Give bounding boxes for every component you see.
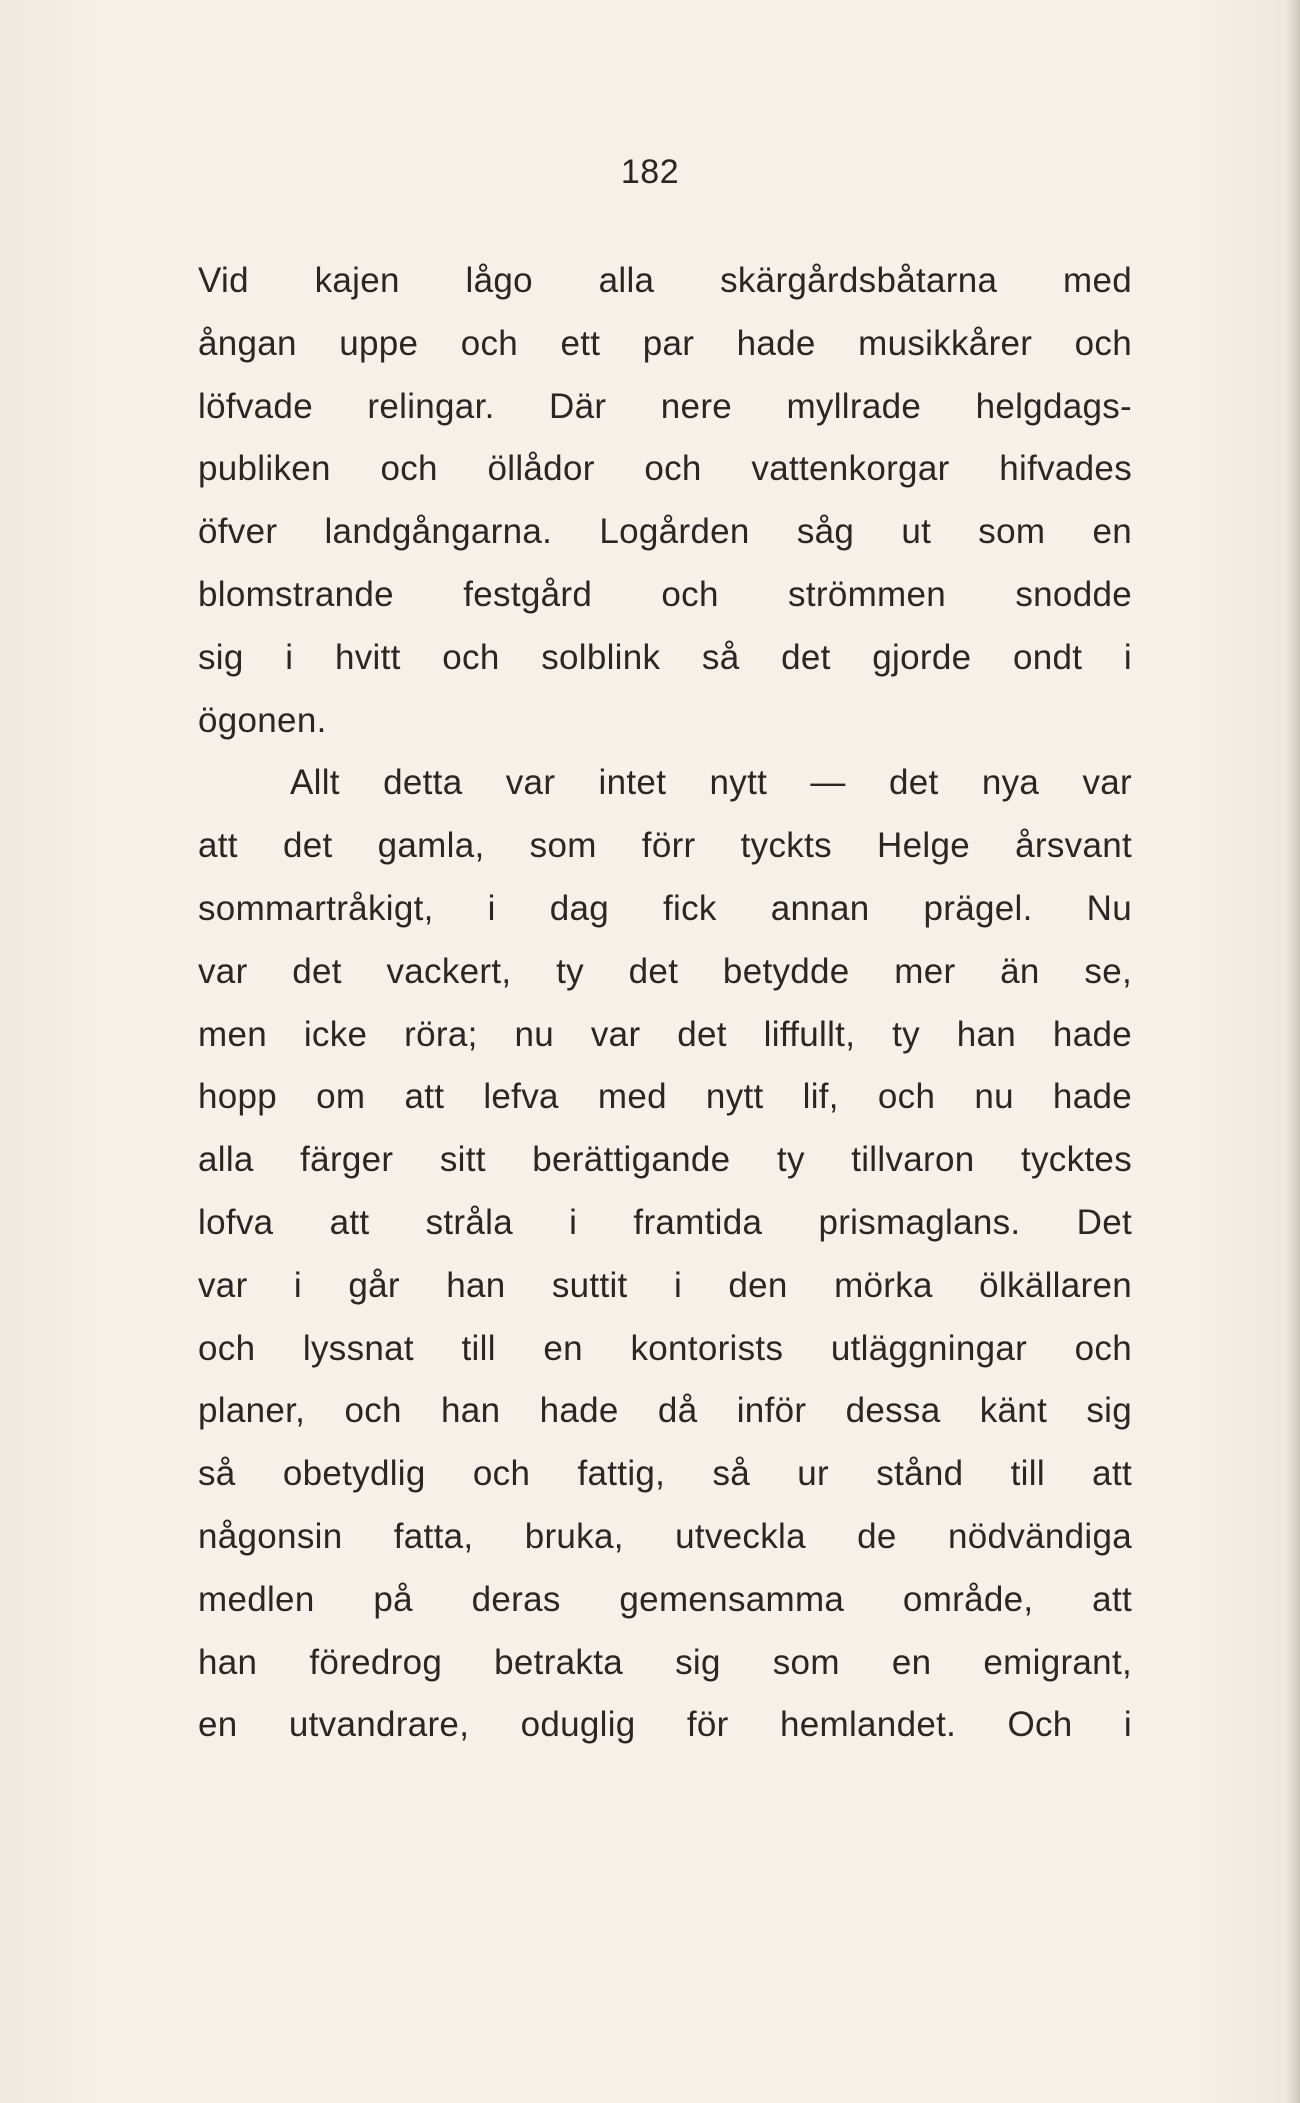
text-line: en utvandrare, oduglig för hemlandet. Och i bbox=[198, 1705, 1132, 1745]
text-line: hopp om att lefva med nytt lif, och nu hade bbox=[198, 1077, 1132, 1117]
text-line: någonsin fatta, bruka, utveckla de nödvändiga bbox=[198, 1516, 1132, 1556]
text-line: planer, och han hade då inför dessa känt sig bbox=[198, 1391, 1132, 1431]
text-line: öfver landgångarna. Logården såg ut som en bbox=[198, 512, 1132, 552]
body-text bbox=[198, 250, 1132, 1757]
text-line: han föredrog betrakta sig som en emigrant, bbox=[198, 1642, 1132, 1682]
text-line: men icke röra; nu var det liffullt, ty han hade bbox=[198, 1014, 1132, 1054]
page-edge-shadow bbox=[1286, 0, 1300, 2103]
text-line: blomstrande festgård och strömmen snodde bbox=[198, 574, 1132, 614]
text-line: publiken och öllådor och vattenkorgar hifvades bbox=[198, 449, 1132, 489]
text-line: Vid kajen lågo alla skärgårdsbåtarna med bbox=[198, 261, 1132, 300]
text-line: ögonen. bbox=[198, 700, 327, 740]
text-line: Allt detta var intet nytt — det nya var bbox=[290, 763, 1132, 803]
text-line: var i går han suttit i den mörka ölkällaren bbox=[198, 1265, 1132, 1305]
page-number: 182 bbox=[620, 153, 680, 191]
text-line: sommartråkigt, i dag fick annan prägel. Nu bbox=[198, 888, 1132, 928]
text-line: medlen på deras gemensamma område, att bbox=[198, 1579, 1132, 1619]
text-line: och lyssnat till en kontorists utläggningar och bbox=[198, 1328, 1132, 1368]
text-line: så obetydlig och fattig, så ur stånd till att bbox=[198, 1454, 1132, 1494]
text-line: ångan uppe och ett par hade musikkårer och bbox=[198, 323, 1132, 363]
text-line: löfvade relingar. Där nere myllrade helgdags- bbox=[198, 386, 1132, 426]
text-line: alla färger sitt berättigande ty tillvaron tycktes bbox=[198, 1140, 1132, 1180]
text-line: sig i hvitt och solblink så det gjorde ondt i bbox=[198, 637, 1132, 677]
text-line: var det vackert, ty det betydde mer än se, bbox=[198, 951, 1132, 991]
text-line: att det gamla, som förr tyckts Helge årsvant bbox=[198, 826, 1132, 866]
text-line: lofva att stråla i framtida prismaglans. Det bbox=[198, 1202, 1132, 1242]
